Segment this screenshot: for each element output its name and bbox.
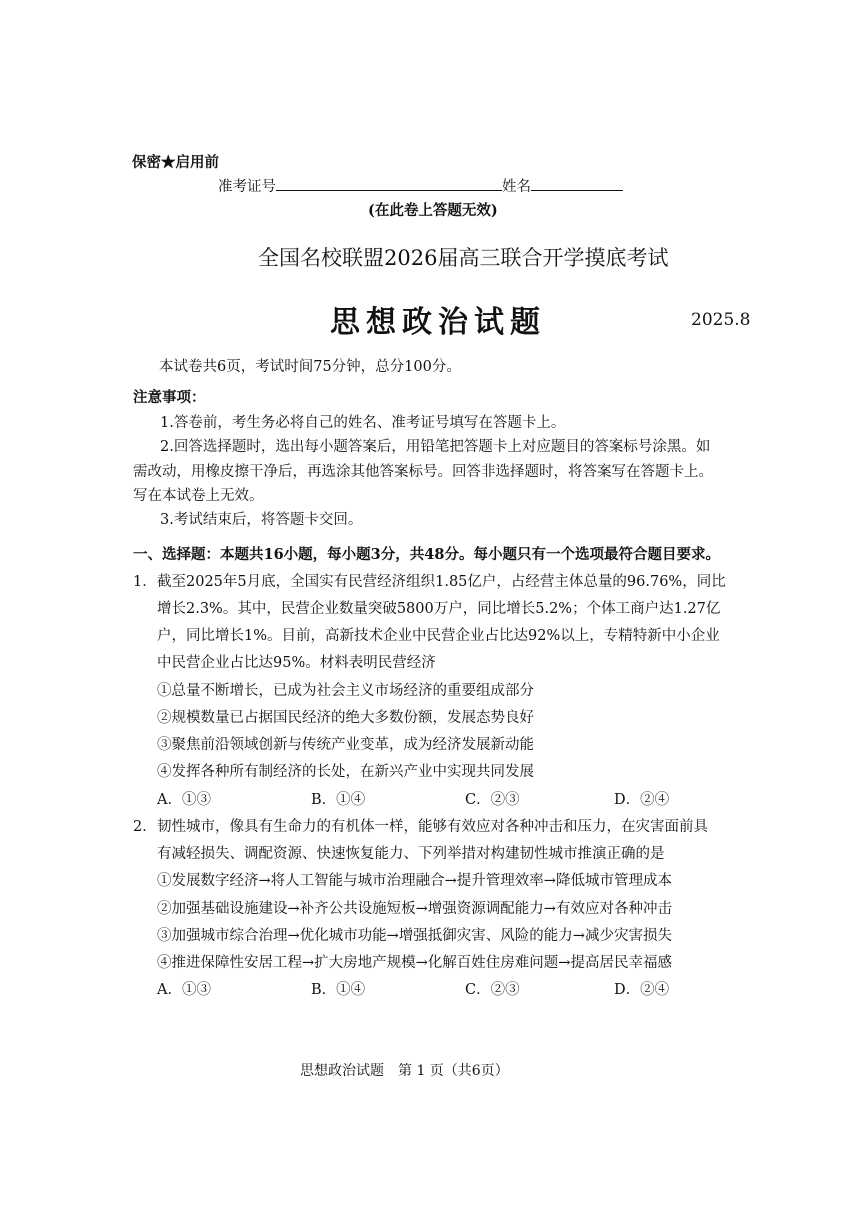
notes-item-2-line-2: 需改动，用橡皮擦干净后，再选涂其他答案标号。回答非选择题时，将答案写在答题卡上。 (133, 464, 713, 480)
question-2-stem-line-1: 韧性城市，像具有生命力的有机体一样，能够有效应对各种冲击和压力，在灾害面前具 (157, 819, 708, 835)
question-1-statement-3: ③聚焦前沿领域创新与传统产业变革，成为经济发展新动能 (157, 737, 534, 753)
question-2-option-a: A．①③ (157, 982, 211, 998)
exam-date: 2025.8 (691, 310, 751, 330)
answer-invalid-note: (在此卷上答题无效) (368, 202, 498, 219)
question-2-statement-1: ①发展数字经济→将人工智能与城市治理融合→提升管理效率→降低城市管理成本 (157, 873, 672, 889)
question-1-stem-line-3: 户，同比增长1%。目前，高新技术企业中民营企业占比达92%以上，专精特新中小企业 (157, 628, 720, 644)
notes-item-1: 1.答卷前，考生务必将自己的姓名、准考证号填写在答题卡上。 (160, 415, 566, 431)
question-2-statement-4: ④推进保障性安居工程→扩大房地产规模→化解百姓住房难问题→提高居民幸福感 (157, 955, 672, 971)
section-1-heading: 一、选择题：本题共16小题，每小题3分，共48分。每小题只有一个选项最符合题目要求。 (133, 546, 720, 563)
question-2-option-b: B．①④ (311, 982, 366, 998)
question-1-statement-4: ④发挥各种所有制经济的长处，在新兴产业中实现共同发展 (157, 764, 534, 780)
question-2-statement-2: ②加强基础设施建设→补齐公共设施短板→增强资源调配能力→有效应对各种冲击 (157, 901, 672, 917)
notes-item-2-line-3: 写在本试卷上无效。 (133, 488, 264, 504)
question-2-number: 2． (133, 819, 157, 835)
question-2-statement-3: ③加强城市综合治理→优化城市功能→增强抵御灾害、风险的能力→减少灾害损失 (157, 928, 672, 944)
exam-id-blank (276, 176, 502, 191)
exam-id-row (218, 175, 623, 196)
question-1-statement-1: ①总量不断增长，已成为社会主义市场经济的重要组成部分 (157, 683, 534, 699)
notes-heading: 注意事项： (133, 389, 206, 406)
question-2-stem-line-2: 有减轻损失、调配资源、快速恢复能力、下列举措对构建韧性城市推演正确的是 (157, 846, 665, 862)
confidential-label: 保密★启用前 (132, 154, 219, 171)
question-1-option-b: B．①④ (311, 792, 366, 808)
exam-title: 全国名校联盟2026届高三联合开学摸底考试 (258, 246, 669, 270)
subject-title: 思想政治试题 (330, 305, 546, 340)
question-1-option-c: C．②③ (465, 792, 520, 808)
question-1-option-d: D．②④ (614, 792, 670, 808)
question-1-stem-line-2: 增长2.3%。其中，民营企业数量突破5800万户，同比增长5.2%；个体工商户达1.27亿 (157, 601, 721, 617)
question-2-option-d: D．②④ (614, 982, 670, 998)
question-1-stem-line-4: 中民营企业占比达95%。材料表明民营经济 (157, 655, 436, 671)
notes-item-3: 3.考试结束后，将答题卡交回。 (160, 512, 363, 528)
name-blank (531, 176, 623, 191)
name-label: 姓名 (502, 179, 531, 195)
page-footer: 思想政治试题 第 1 页（共6页） (300, 1063, 509, 1079)
question-1-stem-line-1: 截至2025年5月底，全国实有民营经济组织1.85亿户，占经营主体总量的96.76%，同比 (157, 574, 726, 590)
question-2-option-c: C．②③ (465, 982, 520, 998)
notes-item-2-line-1: 2.回答选择题时，选出每小题答案后，用铅笔把答题卡上对应题目的答案标号涂黑。如 (160, 439, 711, 455)
exam-id-label: 准考证号 (218, 179, 276, 195)
question-1-statement-2: ②规模数量已占据国民经济的绝大多数份额，发展态势良好 (157, 710, 534, 726)
question-1-number: 1． (133, 574, 157, 590)
exam-intro: 本试卷共6页，考试时间75分钟，总分100分。 (159, 359, 461, 375)
question-1-option-a: A．①③ (157, 792, 211, 808)
